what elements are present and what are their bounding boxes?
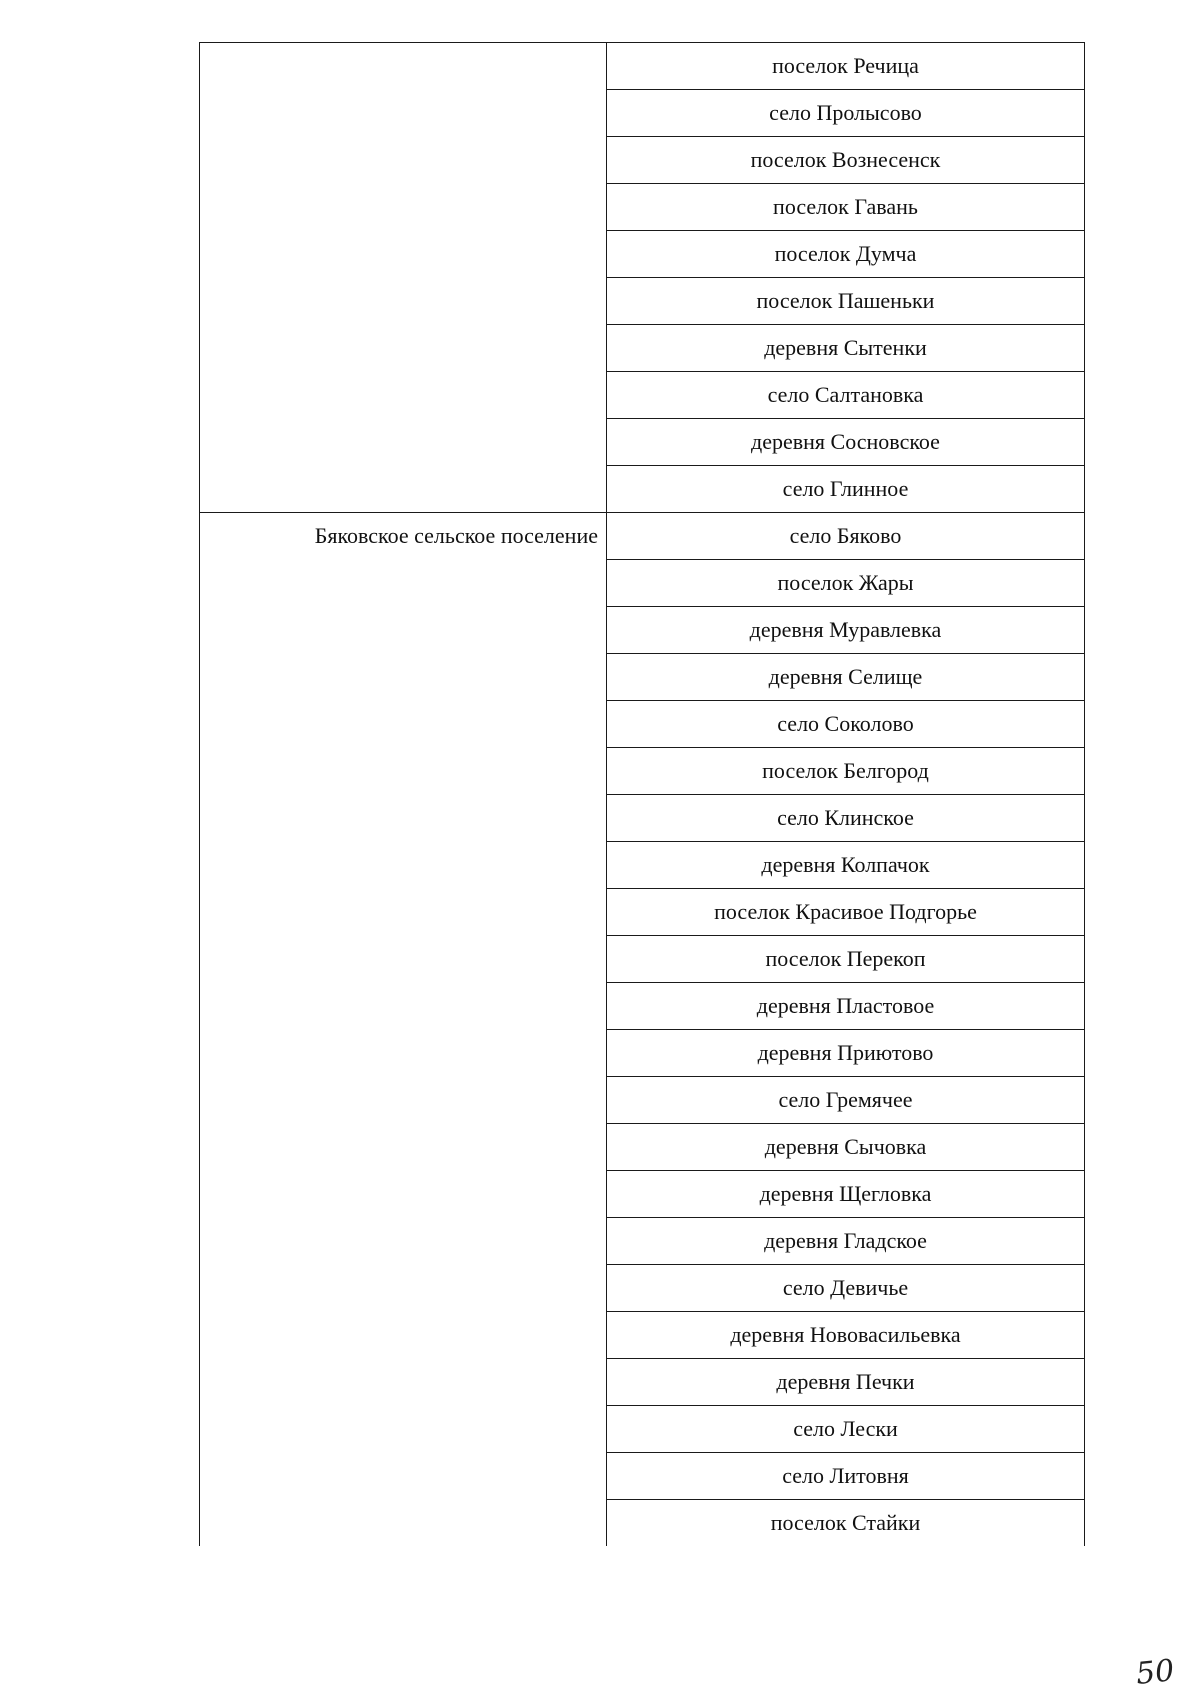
settlement-cell: село Бяково xyxy=(607,513,1085,560)
settlement-cell: деревня Сычовка xyxy=(607,1124,1085,1171)
settlement-cell: село Соколово xyxy=(607,701,1085,748)
settlement-cell: деревня Нововасильевка xyxy=(607,1312,1085,1359)
settlement-cell: поселок Вознесенск xyxy=(607,137,1085,184)
settlement-cell: деревня Щегловка xyxy=(607,1171,1085,1218)
settlement-cell: поселок Речица xyxy=(607,43,1085,90)
settlement-cell: деревня Приютово xyxy=(607,1030,1085,1077)
settlement-cell: поселок Белгород xyxy=(607,748,1085,795)
settlement-cell: деревня Пластовое xyxy=(607,983,1085,1030)
settlement-cell: поселок Стайки xyxy=(607,1500,1085,1547)
settlement-cell: поселок Красивое Подгорье xyxy=(607,889,1085,936)
table-row xyxy=(200,513,1085,560)
settlement-cell: деревня Сытенки xyxy=(607,325,1085,372)
settlement-cell: село Пролысово xyxy=(607,90,1085,137)
table-row xyxy=(200,43,1085,90)
settlement-cell: поселок Думча xyxy=(607,231,1085,278)
settlement-cell: поселок Гавань xyxy=(607,184,1085,231)
municipality-cell xyxy=(200,513,607,1547)
settlement-cell: село Литовня xyxy=(607,1453,1085,1500)
settlement-cell: село Гремячее xyxy=(607,1077,1085,1124)
settlement-cell: поселок Пашеньки xyxy=(607,278,1085,325)
settlement-cell: деревня Селище xyxy=(607,654,1085,701)
settlement-cell: деревня Муравлевка xyxy=(607,607,1085,654)
settlements-table xyxy=(199,42,1085,1546)
settlement-cell: деревня Печки xyxy=(607,1359,1085,1406)
settlement-cell: деревня Колпачок xyxy=(607,842,1085,889)
settlement-cell: село Лески xyxy=(607,1406,1085,1453)
handwritten-page-number: 50 xyxy=(1134,1653,1176,1692)
settlement-cell: деревня Сосновское xyxy=(607,419,1085,466)
settlement-cell: село Салтановка xyxy=(607,372,1085,419)
settlement-cell: село Девичье xyxy=(607,1265,1085,1312)
settlements-table-body xyxy=(200,43,1085,1547)
municipality-name: Бяковское сельское поселение xyxy=(314,523,598,548)
settlement-cell: село Глинное xyxy=(607,466,1085,513)
settlement-cell: поселок Перекоп xyxy=(607,936,1085,983)
settlement-cell: поселок Жары xyxy=(607,560,1085,607)
municipality-cell xyxy=(200,43,607,513)
settlement-cell: деревня Гладское xyxy=(607,1218,1085,1265)
settlement-cell: село Клинское xyxy=(607,795,1085,842)
